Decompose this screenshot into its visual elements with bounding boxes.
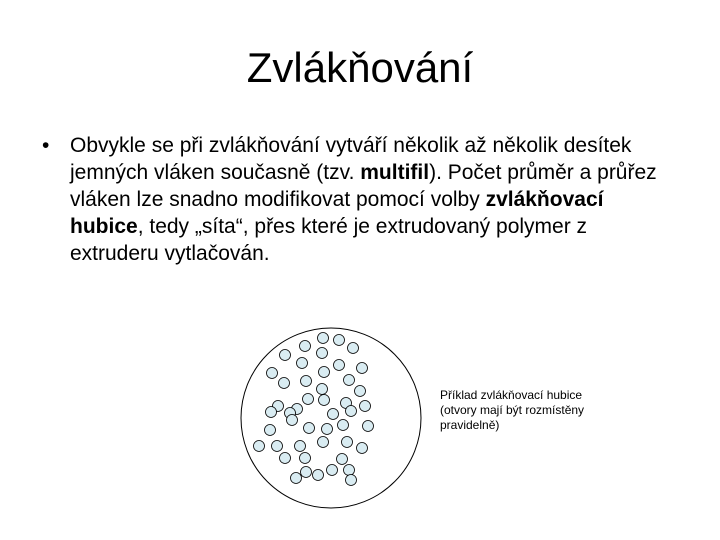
slide-title: Zvlákňování <box>246 44 474 91</box>
spinneret-hole <box>304 423 315 434</box>
spinneret-hole <box>363 421 374 432</box>
caption-line: pravidelně) <box>440 418 500 432</box>
spinneret-hole <box>348 343 359 354</box>
spinneret-hole <box>338 420 349 431</box>
spinneret-hole <box>301 376 312 387</box>
spinneret-hole <box>357 363 368 374</box>
spinneret-hole <box>344 375 355 386</box>
spinneret-hole <box>313 470 324 481</box>
spinneret-hole <box>318 333 329 344</box>
spinneret-hole <box>342 437 353 448</box>
bullet-text-part: Obvykle se při zvlákňování vytváří několik až několik desítek jemných vláken současně (tzv. <box>70 134 632 184</box>
bullet-text-part: ). Počet průměr a průřez vláken lze snadno modifikovat pomocí volby <box>70 161 657 211</box>
spinneret-hole <box>291 473 302 484</box>
spinneret-hole <box>328 409 339 420</box>
spinneret-hole <box>346 475 357 486</box>
spinneret-hole <box>317 384 328 395</box>
bold-term-multifil: multifil <box>360 161 430 184</box>
spinneret-hole <box>280 350 291 361</box>
spinneret-hole <box>317 348 328 359</box>
spinneret-hole <box>295 441 306 452</box>
spinneret-hole <box>300 341 311 352</box>
spinneret-diagram <box>236 318 426 518</box>
spinneret-hole <box>346 406 357 417</box>
spinneret-hole <box>322 424 333 435</box>
figure-caption <box>440 388 640 433</box>
spinneret-hole <box>254 441 265 452</box>
spinneret-hole <box>334 335 345 346</box>
spinneret-hole <box>355 386 366 397</box>
spinneret-hole <box>272 441 283 452</box>
spinneret-hole <box>265 425 276 436</box>
spinneret-hole <box>319 367 330 378</box>
bullet-text-part: , tedy „síta“, přes které je extrudovaný polymer z extruderu vytlačován. <box>70 215 588 265</box>
bullet-item <box>40 132 680 267</box>
spinneret-hole <box>337 454 348 465</box>
bullet-dot-icon: • <box>42 134 50 157</box>
caption-line: Příklad zvlákňovací hubice <box>440 388 583 402</box>
spinneret-hole <box>300 453 311 464</box>
spinneret-hole <box>267 368 278 379</box>
spinneret-hole <box>280 453 291 464</box>
spinneret-hole <box>266 407 277 418</box>
spinneret-hole <box>357 443 368 454</box>
spinneret-hole <box>303 394 314 405</box>
spinneret-hole <box>344 465 355 476</box>
spinneret-hole <box>287 415 298 426</box>
spinneret-hole <box>301 467 312 478</box>
bold-term-spinneret: zvlákňovací hubice <box>70 188 604 238</box>
caption-line: (otvory mají být rozmístěny <box>440 403 585 417</box>
spinneret-hole <box>297 358 308 369</box>
spinneret-hole <box>334 360 345 371</box>
spinneret-hole <box>327 465 338 476</box>
spinneret-hole <box>318 437 329 448</box>
spinneret-hole <box>319 395 330 406</box>
spinneret-hole <box>279 378 290 389</box>
spinneret-hole <box>360 401 371 412</box>
bullet-list <box>40 132 680 267</box>
